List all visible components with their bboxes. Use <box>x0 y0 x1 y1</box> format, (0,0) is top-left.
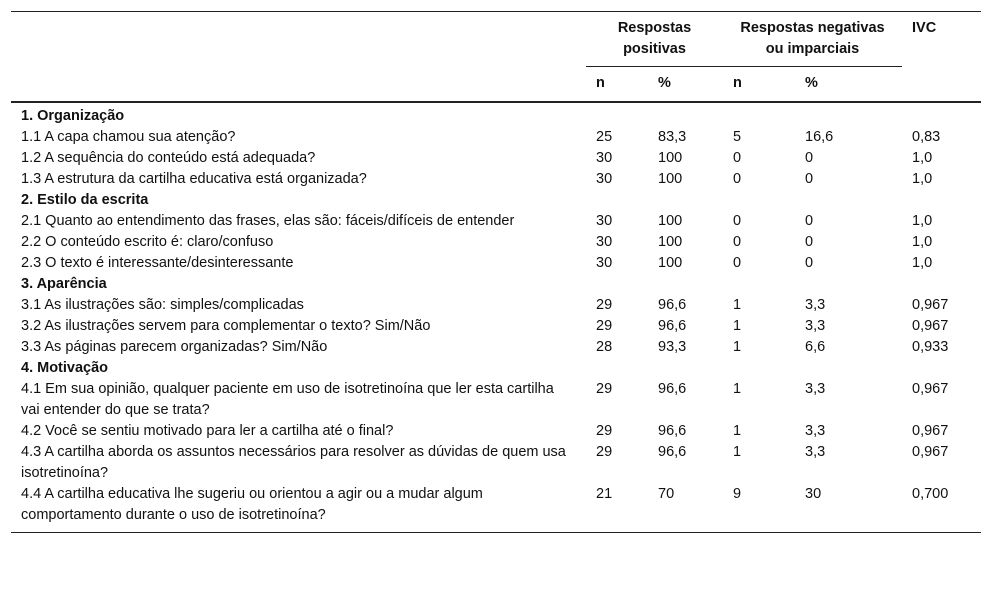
table-body <box>11 102 981 533</box>
item-label: 4.4 A cartilha educativa lhe sugeriu ou orientou a agir ou a mudar algum comportamento durante o uso de isotretinoína? <box>11 484 586 533</box>
header-ivc-blank <box>902 67 981 103</box>
n-negative-cell: 0 <box>733 234 742 250</box>
n-negative-cell: 0 <box>733 213 742 229</box>
n-negative-cell: 0 <box>733 150 742 166</box>
pct-negative-cell: 0 <box>805 213 814 229</box>
n-positive-cell: 25 <box>596 129 613 145</box>
section-label: 3. Aparência <box>21 276 107 292</box>
pct-positive-cell: 100 <box>658 255 683 271</box>
item-label: 2.3 O texto é interessante/desinteressante <box>21 255 294 271</box>
table-row <box>11 379 981 421</box>
n-positive-cell: 21 <box>586 484 648 533</box>
ivc-cell: 1,0 <box>912 255 933 271</box>
item-label: 3.2 As ilustrações servem para complementar o texto? Sim/Não <box>21 318 431 334</box>
pct-negative-cell: 3,3 <box>805 318 826 334</box>
pct-negative-cell: 6,6 <box>805 339 826 355</box>
ivc-cell: 0,967 <box>912 381 949 397</box>
item-label: 4.1 Em sua opinião, qualquer paciente em uso de isotretinoína que ler esta cartilha vai entender do que se trata? <box>21 381 554 418</box>
ivc-cell: 1,0 <box>912 150 933 166</box>
table-row <box>11 295 981 316</box>
pct-positive-cell: 93,3 <box>658 339 687 355</box>
ivc-cell: 0,967 <box>912 444 949 460</box>
pct-positive-cell: 100 <box>658 213 683 229</box>
n-negative-cell: 1 <box>733 423 742 439</box>
table-row <box>11 442 981 484</box>
table-row <box>11 148 981 169</box>
n-negative-cell: 1 <box>733 339 742 355</box>
n-positive-cell: 30 <box>596 213 613 229</box>
pct-negative-cell: 16,6 <box>805 129 834 145</box>
item-label: 2.2 O conteúdo escrito é: claro/confuso <box>21 234 274 250</box>
n-negative-cell: 1 <box>733 318 742 334</box>
ivc-cell: 0,933 <box>912 339 949 355</box>
pct-negative-cell: 0 <box>805 171 814 187</box>
pct-positive-cell: 100 <box>658 171 683 187</box>
n-negative-cell: 5 <box>733 129 742 145</box>
pct-negative-cell: 3,3 <box>805 381 826 397</box>
ivc-cell: 1,0 <box>912 171 933 187</box>
results-table-container <box>11 11 981 533</box>
ivc-cell: 0,967 <box>912 297 949 313</box>
header-n-positive: n <box>586 67 648 103</box>
n-negative-cell: 0 <box>733 255 742 271</box>
table-row <box>11 484 981 533</box>
n-positive-cell: 30 <box>596 234 613 250</box>
ivc-cell: 0,967 <box>912 423 949 439</box>
pct-positive-cell: 96,6 <box>658 444 687 460</box>
pct-positive-cell: 96,6 <box>658 423 687 439</box>
pct-positive-cell: 70 <box>648 484 723 533</box>
table-row <box>11 211 981 232</box>
header-ivc: IVC <box>902 12 981 67</box>
ivc-cell: 1,0 <box>912 234 933 250</box>
section-label: 4. Motivação <box>21 360 109 376</box>
table-row <box>11 127 981 148</box>
table-row <box>11 169 981 190</box>
section-row <box>11 358 981 379</box>
results-table <box>11 11 981 533</box>
n-positive-cell: 29 <box>596 297 613 313</box>
pct-negative-cell: 0 <box>805 150 814 166</box>
pct-negative-cell: 0 <box>805 234 814 250</box>
ivc-cell: 1,0 <box>912 213 933 229</box>
n-negative-cell: 1 <box>733 444 742 460</box>
header-pct-positive: % <box>648 67 723 103</box>
n-negative-cell: 0 <box>733 171 742 187</box>
pct-positive-cell: 96,6 <box>658 297 687 313</box>
pct-negative-cell: 3,3 <box>805 297 826 313</box>
n-positive-cell: 29 <box>596 423 613 439</box>
header-pct-negative: % <box>795 67 902 103</box>
ivc-cell: 0,967 <box>912 318 949 334</box>
table-row <box>11 421 981 442</box>
header-n-negative: n <box>723 67 795 103</box>
pct-positive-cell: 83,3 <box>658 129 687 145</box>
section-label: 1. Organização <box>21 108 125 124</box>
n-negative-cell: 9 <box>723 484 795 533</box>
pct-positive-cell: 96,6 <box>658 318 687 334</box>
n-positive-cell: 30 <box>596 150 613 166</box>
table-row <box>11 253 981 274</box>
n-negative-cell: 1 <box>733 297 742 313</box>
item-label: 3.3 As páginas parecem organizadas? Sim/Não <box>21 339 328 355</box>
header-blank <box>11 12 586 67</box>
table-row <box>11 232 981 253</box>
pct-positive-cell: 100 <box>658 234 683 250</box>
n-negative-cell: 1 <box>733 381 742 397</box>
section-label: 2. Estilo da escrita <box>21 192 149 208</box>
pct-positive-cell: 100 <box>658 150 683 166</box>
item-label: 4.3 A cartilha aborda os assuntos necessários para resolver as dúvidas de quem usa isotretinoína? <box>21 444 566 481</box>
item-label: 1.2 A sequência do conteúdo está adequada? <box>21 150 316 166</box>
header-positive-responses: Respostas positivas <box>586 12 723 67</box>
item-label: 4.2 Você se sentiu motivado para ler a cartilha até o final? <box>21 423 394 439</box>
item-label: 1.3 A estrutura da cartilha educativa está organizada? <box>21 171 367 187</box>
item-label: 3.1 As ilustrações são: simples/complicadas <box>21 297 304 313</box>
pct-negative-cell: 30 <box>795 484 902 533</box>
ivc-cell: 0,83 <box>912 129 941 145</box>
item-label: 2.1 Quanto ao entendimento das frases, elas são: fáceis/difíceis de entender <box>21 213 515 229</box>
n-positive-cell: 29 <box>596 318 613 334</box>
section-row <box>11 190 981 211</box>
item-label: 1.1 A capa chamou sua atenção? <box>21 129 236 145</box>
n-positive-cell: 28 <box>596 339 613 355</box>
section-row <box>11 102 981 127</box>
table-row <box>11 337 981 358</box>
header-negative-responses: Respostas negativas ou imparciais <box>723 12 902 67</box>
pct-negative-cell: 0 <box>805 255 814 271</box>
header-row-groups <box>11 12 981 67</box>
n-positive-cell: 29 <box>596 444 613 460</box>
pct-positive-cell: 96,6 <box>658 381 687 397</box>
section-row <box>11 274 981 295</box>
pct-negative-cell: 3,3 <box>805 444 826 460</box>
ivc-cell: 0,700 <box>902 484 981 533</box>
n-positive-cell: 29 <box>596 381 613 397</box>
header-row-columns <box>11 67 981 103</box>
n-positive-cell: 30 <box>596 255 613 271</box>
table-row <box>11 316 981 337</box>
header-blank-2 <box>11 67 586 103</box>
pct-negative-cell: 3,3 <box>805 423 826 439</box>
n-positive-cell: 30 <box>596 171 613 187</box>
